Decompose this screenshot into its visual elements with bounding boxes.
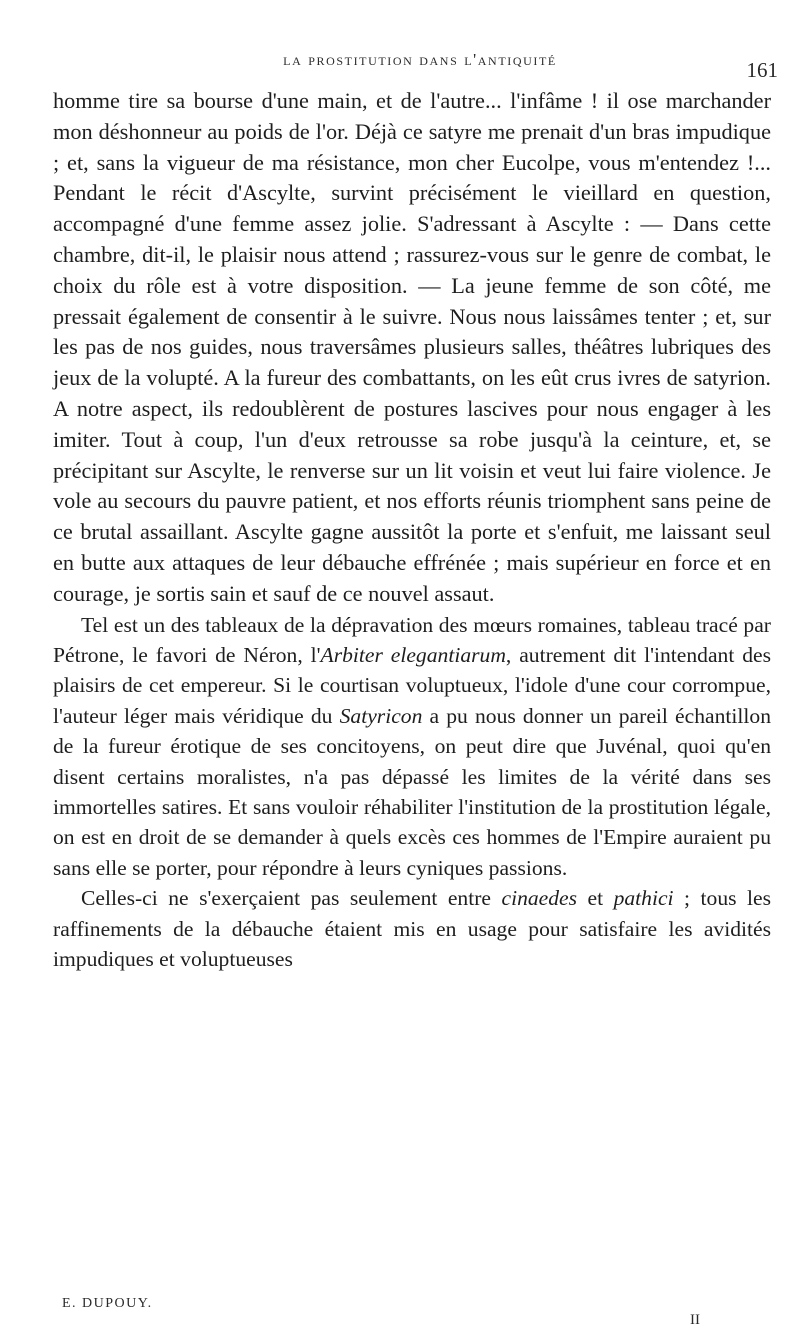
paragraph-2-italic-arbiter: Arbiter elegantiarum [320,642,506,667]
paragraph-2-text-a: Tel est un des tableaux de la dépravation des mœurs romaines, tableau tracé par Pétrone, le favori de Néron, l' [53,612,771,667]
paragraph-2-text-b: , autrement dit l'intendant des plaisirs de cet empereur. Si le courtisan voluptueux, l'idole d'une cour corrompue, l'auteur léger mais véridique du [53,642,771,728]
paragraph-2-text-c: a pu nous donner un pareil échantillon de la fureur érotique de ses concitoyens, on peut dire que Juvénal, quoi qu'en disent certains moralistes, n'a pas dépassé les limites de la vérité dans ses immortelles satires. Et sans vouloir réhabiliter l'institution de la prostitution légale, on est en droit de se demander à quels excès ces hommes de l'Empire auraient pu sans elle se porter, pour répondre à leurs cyniques passions. [53,703,771,880]
paragraph-2-italic-satyricon: Satyricon [339,703,423,728]
page-number: 161 [746,58,778,82]
paragraph-2 [53,610,771,884]
running-title: la prostitution dans l'antiquité [283,50,557,69]
paragraph-3 [53,883,771,974]
paragraph-3-text-c: ; tous les raffinements de la débauche étaient mis en usage pour satisfaire les avidités impudiques et voluptueuses [53,886,771,972]
paragraph-1: homme tire sa bourse d'une main, et de l'autre... l'infâme ! il ose marchander mon déshonneur au poids de l'or. Déjà ce satyre me prenait d'un bras impudique ; et, sans la vigueur de ma résistance, mon cher Eucolpe, vous m'entendez !... Pendant le récit d'Ascylte, survint précisément le vieillard en question, accompagné d'une femme assez jolie. S'adressant à Ascylte : — Dans cette chambre, dit-il, le plaisir nous attend ; rassurez-vous sur le genre de combat, le choix du rôle est à votre disposition. — La jeune femme de son côté, me pressait également de consentir à le suivre. Nous nous laissâmes tenter ; et, sur les pas de nos guides, nous traversâmes plusieurs salles, théâtres lubriques des jeux de la volupté. A la fureur des combattants, on les eût crus ivres de satyrion. A notre aspect, ils redoublèrent de postures lascives pour nous engager à les imiter. Tout à coup, l'un d'eux retrousse sa robe jusqu'à la ceinture, et, se précipitant sur Ascylte, le renverse sur un lit voisin et veut lui faire violence. Je vole au secours du pauvre patient, et nos efforts réunis triomphent sans peine de ce brutal assaillant. Ascylte gagne aussitôt la porte et s'enfuit, me laissant seul en butte aux attaques de leur débauche effrénée ; mais supérieur en force et en courage, je sortis sain et sauf de ce nouvel assaut. [53,88,771,606]
printer-signature: E. DUPOUY. [62,1296,153,1311]
paragraph-3-italic-pathici: pathici [613,886,674,911]
paragraph-3-italic-cinaedes: cinaedes [501,886,578,911]
signature-mark: II [690,1312,700,1328]
body-text [53,86,771,974]
paragraph-3-text-b: et [577,886,614,911]
paragraph-3-text-a: Celles-ci ne s'exerçaient pas seulement entre [81,886,502,911]
